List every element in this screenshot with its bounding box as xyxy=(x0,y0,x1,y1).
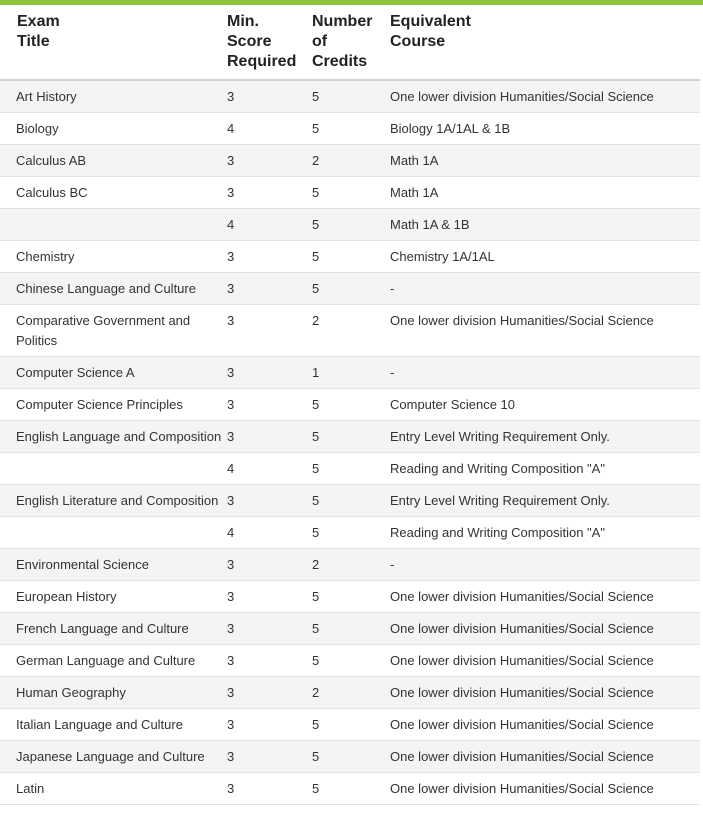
table-row xyxy=(0,80,700,113)
cell-credits: 5 xyxy=(312,589,320,604)
cell-equivalent-course: One lower division Humanities/Social Science xyxy=(390,89,654,104)
table-row xyxy=(0,305,700,357)
header-row xyxy=(0,5,700,80)
cell-credits: 5 xyxy=(312,121,320,136)
cell-exam-title: French Language and Culture xyxy=(16,621,189,636)
cell-exam-title: Comparative Government and Politics xyxy=(16,313,191,348)
cell-exam-title: Computer Science A xyxy=(16,365,135,380)
table-row xyxy=(0,357,700,389)
cell-equivalent-course: - xyxy=(390,557,395,572)
cell-credits: 5 xyxy=(312,493,320,508)
cell-min-score: 4 xyxy=(227,525,235,540)
cell-credits: 5 xyxy=(312,717,320,732)
cell-min-score: 3 xyxy=(227,249,235,264)
table-row xyxy=(0,421,700,453)
cell-min-score: 3 xyxy=(227,493,235,508)
cell-min-score: 3 xyxy=(227,429,235,444)
cell-equivalent-course: One lower division Humanities/Social Science xyxy=(390,685,654,700)
table-row xyxy=(0,741,700,773)
header-exam-title xyxy=(0,5,227,80)
cell-min-score: 3 xyxy=(227,313,235,328)
cell-credits: 2 xyxy=(312,557,320,572)
cell-min-score: 4 xyxy=(227,461,235,476)
cell-min-score: 3 xyxy=(227,89,235,104)
cell-exam-title: Chinese Language and Culture xyxy=(16,281,196,296)
cell-credits: 5 xyxy=(312,217,320,232)
cell-exam-title: Calculus BC xyxy=(16,185,88,200)
cell-credits: 5 xyxy=(312,249,320,264)
cell-min-score: 3 xyxy=(227,185,235,200)
cell-exam-title: Japanese Language and Culture xyxy=(16,749,205,764)
cell-exam-title: European History xyxy=(16,589,117,604)
table-body xyxy=(0,80,700,805)
cell-equivalent-course: Biology 1A/1AL & 1B xyxy=(390,121,511,136)
cell-equivalent-course: Entry Level Writing Requirement Only. xyxy=(390,429,610,444)
cell-equivalent-course: One lower division Humanities/Social Science xyxy=(390,589,654,604)
cell-equivalent-course: - xyxy=(390,281,395,296)
header-min-score-line1: Min. xyxy=(227,13,259,30)
header-credits-line2: of xyxy=(312,33,328,50)
ap-credit-table xyxy=(0,5,700,805)
cell-equivalent-course: One lower division Humanities/Social Science xyxy=(390,781,654,796)
table-row xyxy=(0,453,700,485)
cell-equivalent-course: One lower division Humanities/Social Science xyxy=(390,653,654,668)
cell-min-score: 3 xyxy=(227,781,235,796)
cell-credits: 5 xyxy=(312,749,320,764)
cell-equivalent-course: - xyxy=(390,365,395,380)
cell-credits: 5 xyxy=(312,429,320,444)
cell-exam-title: Environmental Science xyxy=(16,557,149,572)
cell-min-score: 3 xyxy=(227,557,235,572)
cell-min-score: 4 xyxy=(227,217,235,232)
cell-min-score: 3 xyxy=(227,621,235,636)
table-row xyxy=(0,209,700,241)
cell-min-score: 3 xyxy=(227,653,235,668)
cell-credits: 5 xyxy=(312,397,320,412)
cell-equivalent-course: Math 1A xyxy=(390,153,439,168)
cell-credits: 5 xyxy=(312,89,320,104)
header-min-score xyxy=(227,5,312,80)
cell-min-score: 3 xyxy=(227,397,235,412)
table-row xyxy=(0,677,700,709)
cell-credits: 5 xyxy=(312,653,320,668)
cell-min-score: 4 xyxy=(227,121,235,136)
cell-exam-title: Art History xyxy=(16,89,77,104)
table-row xyxy=(0,177,700,209)
cell-exam-title: English Literature and Composition xyxy=(16,493,219,508)
header-exam-title-line2: Title xyxy=(17,33,50,50)
table-row xyxy=(0,581,700,613)
table-row xyxy=(0,241,700,273)
cell-credits: 5 xyxy=(312,185,320,200)
header-equivalent-course-line2: Course xyxy=(390,33,446,50)
cell-equivalent-course: One lower division Humanities/Social Science xyxy=(390,749,654,764)
cell-equivalent-course: One lower division Humanities/Social Science xyxy=(390,313,654,328)
cell-equivalent-course: Math 1A xyxy=(390,185,439,200)
header-exam-title-line1: Exam xyxy=(17,13,60,30)
cell-exam-title: Computer Science Principles xyxy=(16,397,183,412)
cell-min-score: 3 xyxy=(227,717,235,732)
cell-min-score: 3 xyxy=(227,685,235,700)
cell-exam-title: Biology xyxy=(16,121,59,136)
cell-credits: 5 xyxy=(312,281,320,296)
cell-equivalent-course: Chemistry 1A/1AL xyxy=(390,249,495,264)
cell-exam-title: Italian Language and Culture xyxy=(16,717,183,732)
header-min-score-line2: Score xyxy=(227,33,272,50)
header-min-score-line3: Required xyxy=(227,53,297,70)
table-row xyxy=(0,485,700,517)
header-equivalent-course xyxy=(390,5,700,80)
cell-equivalent-course: Computer Science 10 xyxy=(390,397,516,412)
cell-credits: 2 xyxy=(312,313,320,328)
table-row xyxy=(0,773,700,805)
header-credits-line1: Number xyxy=(312,13,373,30)
cell-equivalent-course: One lower division Humanities/Social Science xyxy=(390,717,654,732)
table-row xyxy=(0,517,700,549)
table-row xyxy=(0,273,700,305)
cell-credits: 2 xyxy=(312,685,320,700)
cell-exam-title xyxy=(0,209,227,241)
cell-credits: 2 xyxy=(312,153,320,168)
table-row xyxy=(0,113,700,145)
cell-exam-title: German Language and Culture xyxy=(16,653,196,668)
table-header xyxy=(0,5,700,80)
table-row xyxy=(0,549,700,581)
cell-min-score: 3 xyxy=(227,153,235,168)
table-row xyxy=(0,613,700,645)
cell-exam-title: Human Geography xyxy=(16,685,126,700)
cell-credits: 1 xyxy=(312,365,320,380)
cell-equivalent-course: Reading and Writing Composition "A" xyxy=(390,525,605,540)
cell-equivalent-course: Entry Level Writing Requirement Only. xyxy=(390,493,610,508)
cell-credits: 5 xyxy=(312,525,320,540)
header-credits xyxy=(312,5,390,80)
table-row xyxy=(0,389,700,421)
cell-min-score: 3 xyxy=(227,365,235,380)
cell-exam-title xyxy=(0,453,227,485)
cell-exam-title: Latin xyxy=(16,781,45,796)
cell-exam-title: Calculus AB xyxy=(16,153,87,168)
table-row xyxy=(0,145,700,177)
table-row xyxy=(0,645,700,677)
cell-equivalent-course: One lower division Humanities/Social Science xyxy=(390,621,654,636)
cell-credits: 5 xyxy=(312,461,320,476)
cell-exam-title: Chemistry xyxy=(16,249,75,264)
cell-min-score: 3 xyxy=(227,749,235,764)
cell-exam-title xyxy=(0,517,227,549)
header-credits-line3: Credits xyxy=(312,53,368,70)
cell-equivalent-course: Math 1A & 1B xyxy=(390,217,470,232)
cell-min-score: 3 xyxy=(227,281,235,296)
cell-min-score: 3 xyxy=(227,589,235,604)
table-row xyxy=(0,709,700,741)
cell-credits: 5 xyxy=(312,621,320,636)
cell-credits: 5 xyxy=(312,781,320,796)
header-equivalent-course-line1: Equivalent xyxy=(390,13,471,30)
cell-equivalent-course: Reading and Writing Composition "A" xyxy=(390,461,605,476)
cell-exam-title: English Language and Composition xyxy=(16,429,222,444)
